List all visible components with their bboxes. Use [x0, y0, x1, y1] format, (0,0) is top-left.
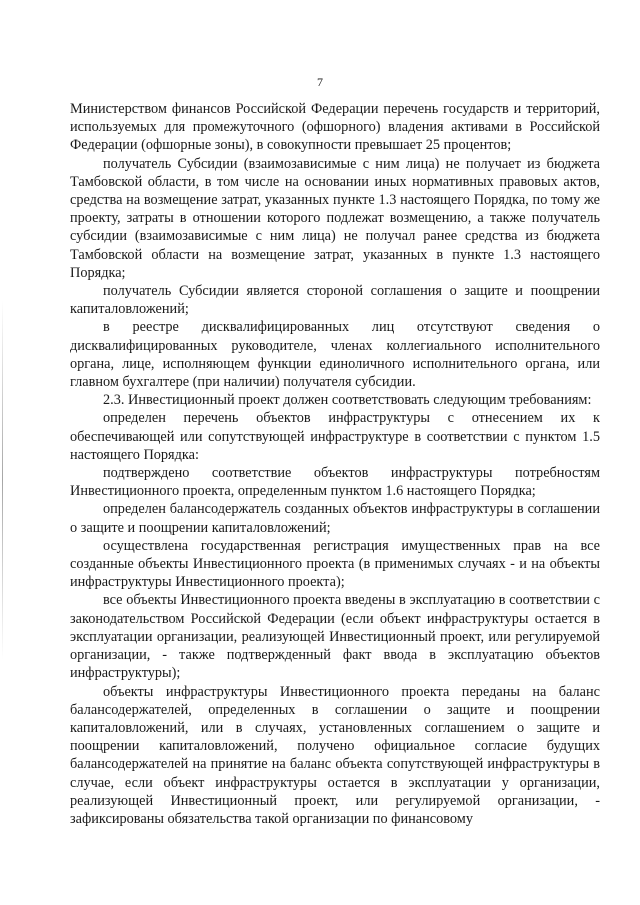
paragraph: осуществлена государственная регистрация имущественных прав на все созданные объекты Инвестиционного проекта (в применимых случаях - и на объекты инфраструктуры Инвестиционного проекта); [70, 537, 600, 591]
scan-edge-shadow [2, 300, 3, 660]
paragraph: получатель Субсидии является стороной соглашения о защите и поощрении капиталовложений; [70, 283, 600, 318]
paragraph: все объекты Инвестиционного проекта введены в эксплуатацию в соответствии с законодательством Российской Федерации (если объект инфраструктуры остается в эксплуатации организации, реализующей Инвестиционный проект, или регулируемой организации, - также подтвержденный факт ввода в эксплуатацию объектов инфраструктуры); [70, 592, 600, 682]
paragraph: в реестре дисквалифицированных лиц отсутствуют сведения о дисквалифицированных руководителе, членах коллегиального исполнительного органа, лице, исполняющем функции единоличного исполнительного органа, или главном бухгалтере (при наличии) получателя субсидии. [70, 319, 600, 391]
page-number: 7 [317, 75, 323, 89]
document-body [70, 100, 600, 828]
paragraph: объекты инфраструктуры Инвестиционного проекта переданы на баланс балансодержателей, определенных в соглашении о защите и поощрении капиталовложений, или в случаях, установленных соглашением о защите и поощрении капиталовложений, получено официальное согласие будущих балансодержателей на принятие на баланс объекта сопутствующей инфраструктуры в случае, если объект инфраструктуры остается в эксплуатации у организации, реализующей Инвестиционный проект, или регулируемой организации, - зафиксированы обязательства такой организации по финансовому [70, 683, 600, 827]
paragraph: подтверждено соответствие объектов инфраструктуры потребностям Инвестиционного проекта, определенным пунктом 1.6 настоящего Порядка; [70, 465, 600, 500]
paragraph: 2.3. Инвестиционный проект должен соответствовать следующим требованиям: [103, 392, 592, 409]
paragraph: Министерством финансов Российской Федерации перечень государств и территорий, используемых для промежуточного (офшорного) владения активами в Российской Федерации (офшорные зоны), в совокупности превышает 25 процентов; [70, 101, 600, 154]
paragraph: определен балансодержатель созданных объектов инфраструктуры в соглашении о защите и поощрении капиталовложений; [70, 501, 600, 536]
paragraph: получатель Субсидии (взаимозависимые с ним лица) не получает из бюджета Тамбовской области, в том числе на основании иных нормативных правовых актов, средства на возмещение затрат, указанных пункте 1.3 настоящего Порядка, по тому же проекту, затраты в отношении которого подлежат возмещению, а также получатель субсидии (взаимозависимые с ним лица) не получал ранее средства из бюджета Тамбовской области на возмещение затрат, указанных в пункте 1.3 настоящего Порядка; [70, 155, 600, 281]
paragraph: определен перечень объектов инфраструктуры с отнесением их к обеспечивающей или сопутствующей инфраструктуре в соответствии с пунктом 1.5 настоящего Порядка: [70, 410, 600, 463]
